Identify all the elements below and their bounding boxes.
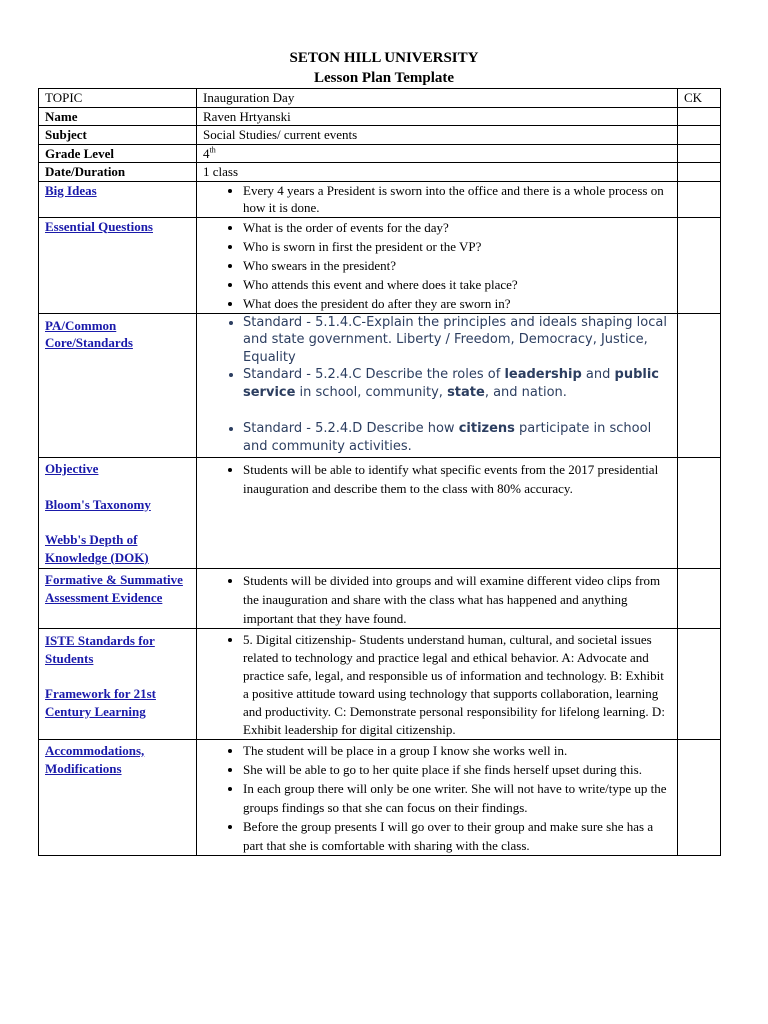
ck-cell (678, 144, 721, 163)
standard-2 (243, 366, 671, 401)
essential-questions-link[interactable]: Essential Questions (45, 218, 153, 234)
list-item: • Students will be able to identify what specific events from the 2017 presidential inauguration and describe them to the class with 80% accuracy. (243, 460, 671, 498)
ck-cell (678, 629, 721, 740)
objective-content (197, 458, 678, 569)
standard-2-text: and (581, 367, 615, 382)
ck-cell (678, 107, 721, 126)
ck-cell (678, 740, 721, 856)
accommodations-content (197, 740, 678, 856)
name-label: Name (39, 107, 197, 126)
topic-value: Inauguration Day (197, 89, 678, 108)
ck-cell (678, 163, 721, 182)
standard-1: • Standard - 5.1.4.C-Explain the principles and ideals shaping local and state government. Liberty / Freedom, Democracy, Justice, Equality (243, 314, 671, 367)
standards-link-line1[interactable]: PA/Common (45, 317, 117, 333)
standard-3-text: participate in school and community activities. (243, 421, 652, 454)
ck-header: CK (678, 89, 721, 108)
list-item: • What does the president do after they are sworn in? (243, 294, 671, 313)
grade-suffix: th (209, 145, 216, 155)
grade-value: 4 (203, 145, 210, 161)
standard-2-text: in school, community, (295, 384, 448, 400)
row-assessment (39, 569, 721, 629)
standards-link-line2[interactable]: Core/Standards (45, 335, 133, 350)
row-grade (39, 144, 721, 163)
iste-standards-link[interactable]: ISTE Standards for Students (45, 633, 155, 666)
standard-3-emphasis: citizens (458, 421, 515, 436)
list-item: • The student will be place in a group I know she works well in. (243, 741, 671, 760)
university-title: SETON HILL UNIVERSITY (289, 50, 479, 66)
iste-content (197, 629, 678, 740)
row-accommodations (39, 740, 721, 856)
list-item: • She will be able to go to her quite place if she finds herself upset during this. (243, 760, 671, 779)
list-item: • What is the order of events for the day? (243, 218, 671, 237)
subject-value: Social Studies/ current events (197, 126, 678, 145)
duration-label: Date/Duration (39, 163, 197, 182)
ck-cell (678, 126, 721, 145)
list-item: • 5. Digital citizenship- Students understand human, cultural, and societal issues related to technology and practice legal and ethical behavior. A: Advocate and practice safe, legal, and responsible us of information and technology. B: Exhibit a positive attitude toward using technology that supports collaboration, learning and productivity. C: Demonstrate personal responsibility for lifelong learning. D: Exhibit leadership for digital citizenship. (243, 631, 671, 739)
ck-cell (678, 458, 721, 569)
standard-3-text: Standard - 5.2.4.D Describe how (243, 421, 459, 436)
row-essential-questions (39, 217, 721, 313)
essential-questions-content (197, 217, 678, 313)
accommodations-link[interactable]: Accommodations, Modifications (45, 743, 145, 776)
standard-2-text: , and nation. (484, 384, 567, 400)
list-item: • Who attends this event and where does it take place? (243, 275, 671, 294)
objective-link[interactable]: Objective (45, 461, 99, 476)
list-item: • Before the group presents I will go over to their group and make sure she has a part that she is comfortable with sharing with the class. (243, 817, 671, 855)
list-item: • Every 4 years a President is sworn into the office and there is a whole process on how it is done. (243, 182, 671, 217)
big-ideas-content (197, 181, 678, 217)
list-item: • Who swears in the president? (243, 256, 671, 275)
standard-2-emphasis: public service (243, 367, 660, 400)
grade-label: Grade Level (39, 144, 197, 163)
framework-21st-link[interactable]: Framework for 21st Century Learning (45, 686, 156, 719)
row-iste (39, 629, 721, 740)
grade-value-cell (197, 144, 678, 163)
ck-cell (678, 217, 721, 313)
standard-2-emphasis: state (447, 384, 485, 400)
list-item: • In each group there will only be one writer. She will not have to write/type up the groups findings so that she can focus on their findings. (243, 779, 671, 817)
blooms-taxonomy-link[interactable]: Bloom's Taxonomy (45, 496, 151, 512)
row-objective (39, 458, 721, 569)
big-ideas-link[interactable]: Big Ideas (45, 182, 97, 198)
duration-value: 1 class (197, 163, 678, 182)
spacer (203, 401, 671, 420)
ck-cell (678, 569, 721, 629)
standard-3 (243, 420, 671, 455)
topic-label: TOPIC (39, 89, 197, 108)
ck-cell (678, 181, 721, 217)
subject-label: Subject (39, 126, 197, 145)
row-duration (39, 163, 721, 182)
row-subject (39, 126, 721, 145)
row-standards (39, 313, 721, 458)
name-value: Raven Hrtyanski (197, 107, 678, 126)
assessment-content (197, 569, 678, 629)
lesson-plan-table (38, 88, 721, 856)
standard-2-text: Standard - 5.2.4.C Describe the roles of (243, 367, 505, 382)
row-topic (39, 89, 721, 108)
template-title: Lesson Plan Template (313, 70, 455, 86)
row-big-ideas (39, 181, 721, 217)
list-item: • Students will be divided into groups and will examine different video clips from the inauguration and share with the class what has happened and anything important that they have found. (243, 571, 671, 628)
standards-content (197, 313, 678, 458)
list-item: • Who is sworn in first the president or the VP? (243, 237, 671, 256)
ck-cell (678, 313, 721, 458)
webbs-dok-link[interactable]: Webb's Depth of Knowledge (DOK) (45, 532, 149, 565)
standard-2-emphasis: leadership (504, 367, 582, 382)
assessment-link[interactable]: Formative & Summative Assessment Evidence (45, 572, 183, 605)
row-name (39, 107, 721, 126)
